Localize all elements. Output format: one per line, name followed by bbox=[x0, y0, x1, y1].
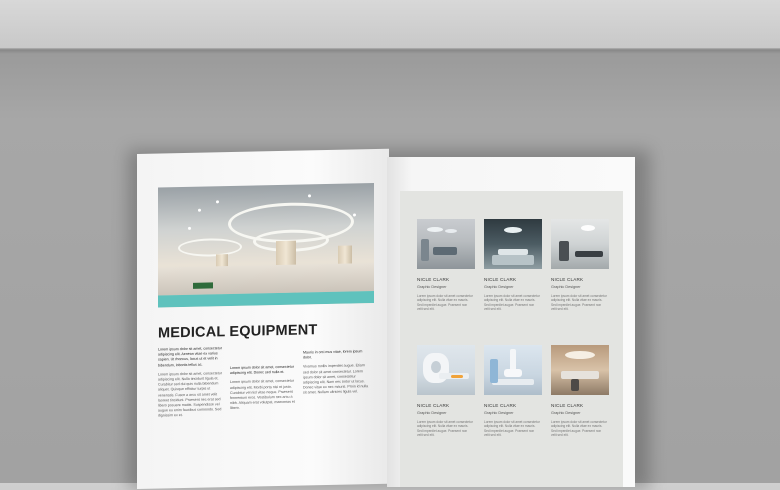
brochure-right-page bbox=[387, 157, 635, 487]
lobby-plants bbox=[193, 282, 213, 288]
column-body: Lorem ipsum dolor sit amet, consectetur adipiscing elit. Nulla tincidunt ligula et. Curabitur sed dui quis nulla bibendum aliquet. Quisque efficitur turpis ut venenatis. Fusce a arcu sit amet velit laoreet tincidunt. Praesent nec erat sed libero posuere mattis. Suspendisse vel augue eu enim faucibus commodo. Sed dignissim ex et. bbox=[158, 371, 222, 418]
column-lead: Mauris in orci mus vitae, lorem ipsum dolor. bbox=[303, 349, 363, 360]
ceiling-light-ring-left bbox=[178, 238, 242, 257]
column-body: Vivamus mollis imperdiet augue. Etiam sed dolor sit amet consectetur. Lorem ipsum dolor sit amet, consectetur adipiscing elit. Nam nec tortor ut lacus. Donec vitae ex nec mauris. Proin id nulla sit amet. Nullam ultricies ligula vel. bbox=[303, 363, 369, 395]
operating-room-photo-2 bbox=[484, 219, 542, 269]
profile-text: Lorem ipsum dolor sit amet consectetur adipiscing elit. Nulla vitae ex mauris. Sed imperdiet augue. Praesent non velit sed elit. bbox=[551, 294, 607, 312]
xray-room-photo bbox=[484, 345, 542, 395]
text-column-2 bbox=[230, 365, 298, 412]
profile-role: Graphic Designer bbox=[551, 411, 581, 415]
operating-room-photo-1 bbox=[417, 219, 475, 269]
column-body: Lorem ipsum dolor sit amet, consectetur adipiscing elit. Morbi porta nisi et justo. Curabitur vel nisl vitae neque. Praesent fermentum eros. Vestibulum nec arcu a nibh. Aliquam erat volutpat, maecenas et libero. bbox=[230, 379, 295, 411]
profile-role: Graphic Designer bbox=[417, 411, 447, 415]
column-lead: Lorem ipsum dolor sit amet, consectetur adipiscing elit. Aenean vitae ex varius sapien. Ut rhoncus, lacus ut et velit in bibendum, lobortis tellus ac. bbox=[158, 346, 222, 368]
profile-role: Graphic Designer bbox=[417, 285, 447, 289]
profile-name: NICLE CLARK bbox=[484, 277, 517, 282]
operating-room-photo-3 bbox=[551, 219, 609, 269]
column-lead: Lorem ipsum dolor sit amet, consectetur adipiscing elit. Donec sed nulla et. bbox=[230, 364, 294, 376]
page-title: MEDICAL EQUIPMENT bbox=[158, 322, 318, 342]
mri-scanner-photo bbox=[417, 345, 475, 395]
profile-name: NICLE CLARK bbox=[484, 403, 517, 408]
profile-name: NICLE CLARK bbox=[551, 403, 584, 408]
profile-role: Graphic Designer bbox=[484, 411, 514, 415]
profile-text: Lorem ipsum dolor sit amet consectetur adipiscing elit. Nulla vitae ex mauris. Sed imperdiet augue. Praesent non velit sed elit. bbox=[417, 294, 473, 312]
wall-shadow bbox=[0, 48, 780, 54]
profile-name: NICLE CLARK bbox=[417, 403, 450, 408]
profile-text: Lorem ipsum dolor sit amet consectetur adipiscing elit. Nulla vitae ex mauris. Sed imperdiet augue. Praesent non velit sed elit. bbox=[484, 420, 540, 438]
lobby-floor bbox=[158, 263, 374, 296]
wall-background bbox=[0, 0, 780, 49]
text-column-1 bbox=[158, 346, 226, 419]
profile-name: NICLE CLARK bbox=[417, 277, 450, 282]
brochure-left-page bbox=[137, 149, 389, 489]
hospital-lobby-photo bbox=[158, 183, 374, 308]
surgery-suite-photo bbox=[551, 345, 609, 395]
profile-role: Graphic Designer bbox=[551, 285, 581, 289]
profile-text: Lorem ipsum dolor sit amet consectetur adipiscing elit. Nulla vitae ex mauris. Sed imperdiet augue. Praesent non velit sed elit. bbox=[484, 294, 540, 312]
profile-text: Lorem ipsum dolor sit amet consectetur adipiscing elit. Nulla vitae ex mauris. Sed imperdiet augue. Praesent non velit sed elit. bbox=[417, 420, 473, 438]
profile-role: Graphic Designer bbox=[484, 285, 514, 289]
profile-text: Lorem ipsum dolor sit amet consectetur adipiscing elit. Nulla vitae ex mauris. Sed imperdiet augue. Praesent non velit sed elit. bbox=[551, 420, 607, 438]
profile-name: NICLE CLARK bbox=[551, 277, 584, 282]
text-column-3 bbox=[303, 349, 371, 396]
